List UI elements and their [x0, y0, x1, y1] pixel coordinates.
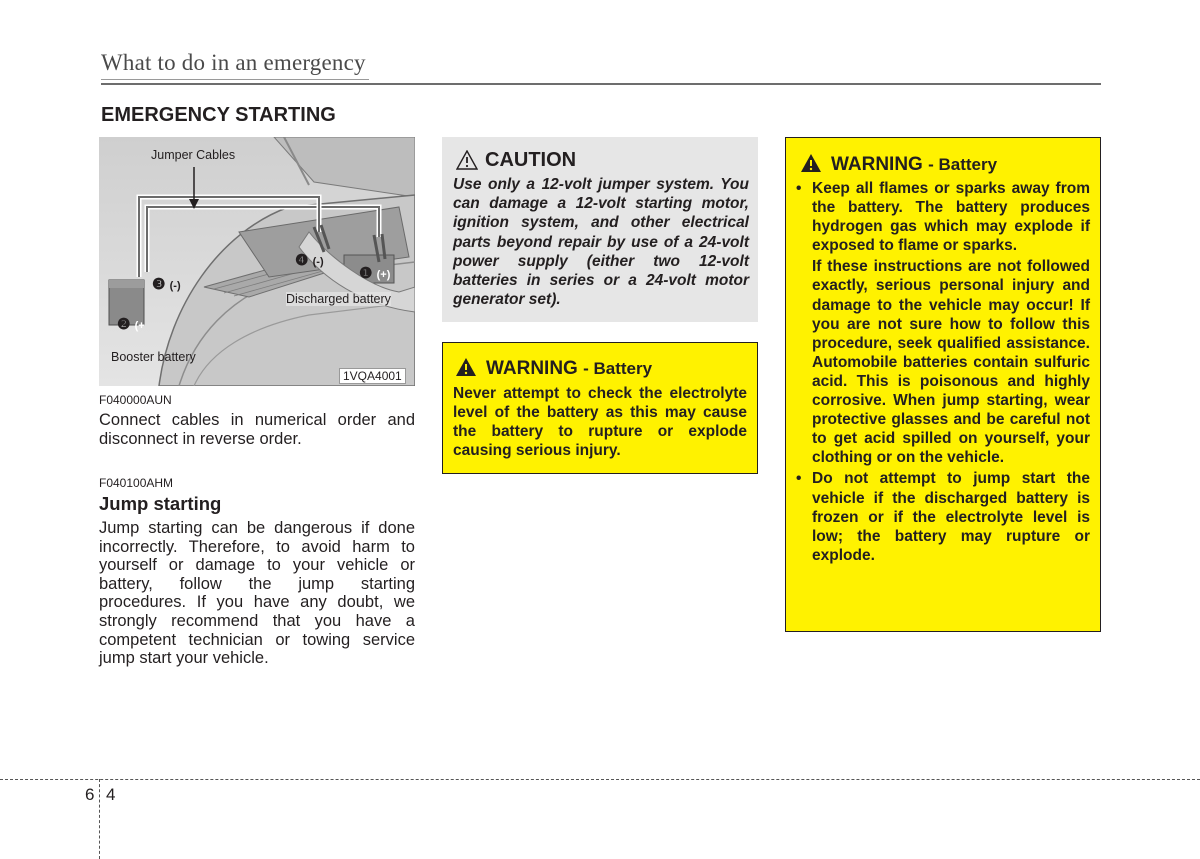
jump-starting-heading: Jump starting — [99, 493, 222, 514]
marker-4-sign: (-) — [312, 256, 324, 268]
marker-3-number: ❸ — [152, 276, 166, 293]
warning-title — [486, 358, 652, 380]
warning-subtitle: - Battery — [928, 155, 998, 174]
warning-triangle-icon — [800, 153, 822, 173]
caution-title: CAUTION — [485, 149, 577, 171]
header-rule — [101, 83, 1101, 85]
jump-starting-body: Jump starting can be dangerous if done incorrectly. Therefore, to avoid harm to yourself or damage to your vehicle or battery, follow the jump starting procedures. If you have any doubt, we strongly recommend that you have a competent technician or towing service jump start your vehicle. — [99, 519, 415, 668]
figure-code: F040000AUN — [99, 393, 172, 407]
warning-item-continuation: If these instructions are not followed exactly, serious personal injury and damage to the vehicle may occur! If you are not sure how to follow this procedure, seek qualified assistance. Automobile batteries contain sulfuric acid. This is poisonous and highly corrosive. When jump starting, wear protective glasses and be careful not to get acid spilled on yourself, your clothing or on the vehicle. — [812, 258, 1090, 467]
marker-3 — [152, 275, 181, 293]
warning-box-electrolyte — [442, 342, 758, 474]
bullet-dot: • — [796, 470, 802, 488]
caution-triangle-icon — [456, 150, 478, 170]
marker-3-sign: (-) — [169, 280, 181, 292]
warning-title-text: WARNING — [486, 358, 578, 379]
marker-4 — [295, 251, 324, 269]
marker-2-number: ❷ — [117, 316, 131, 333]
warning-title — [831, 154, 997, 176]
jump-start-illustration — [99, 137, 415, 386]
warning-subtitle: - Battery — [583, 359, 653, 378]
section-code: F040100AHM — [99, 476, 174, 490]
warning-list — [796, 179, 1090, 565]
warning-item-frozen — [796, 469, 1090, 564]
caution-box — [442, 137, 758, 322]
warning-item-text: Keep all flames or sparks away from the battery. The battery produces hydrogen gas which may explode if exposed to flame or sparks. — [812, 180, 1090, 255]
caution-text: Use only a 12-volt jumper system. You can damage a 12-volt starting motor, ignition system, and other electrical parts beyond repair by use of a 24-volt power supply (either two 12-volt batteries in series or a 24-volt motor generator set). — [453, 176, 749, 309]
warning-box-flames — [785, 137, 1101, 632]
header-title: What to do in an emergency — [101, 50, 366, 75]
warning-text: Never attempt to check the electrolyte level of the battery as this may cause the battery to rupture or explode causing serious injury. — [453, 385, 747, 460]
marker-2 — [117, 315, 145, 333]
warning-title-text: WARNING — [831, 154, 923, 175]
car-engine-bay-drawing — [99, 137, 415, 386]
footer-page-number: 4 — [106, 785, 116, 804]
footer-section-number: 6 — [85, 785, 95, 804]
warning-triangle-icon — [455, 357, 477, 377]
marker-2-sign: (+ — [134, 320, 145, 332]
footer-dashed-rule — [0, 779, 1200, 780]
label-discharged-battery: Discharged battery — [286, 292, 391, 306]
label-booster-battery: Booster battery — [111, 350, 196, 364]
header-underline — [101, 79, 369, 80]
marker-1-number: ❶ — [359, 265, 373, 282]
label-jumper-cables: Jumper Cables — [151, 148, 236, 162]
bullet-dot: • — [796, 180, 802, 197]
warning-item-flames — [796, 179, 1090, 467]
footer-dashed-divider — [99, 779, 100, 859]
label-figure-code: 1VQA4001 — [339, 368, 406, 384]
section-title: EMERGENCY STARTING — [101, 104, 336, 126]
marker-1 — [359, 264, 390, 282]
figure-caption: Connect cables in numerical order and disconnect in reverse order. — [99, 411, 415, 448]
warning-item-text: Do not attempt to jump start the vehicle if the discharged battery is frozen or if the electrolyte level is low; the battery may rupture or explode. — [812, 470, 1090, 564]
marker-1-sign: (+) — [376, 269, 391, 281]
marker-4-number: ❹ — [295, 252, 309, 269]
